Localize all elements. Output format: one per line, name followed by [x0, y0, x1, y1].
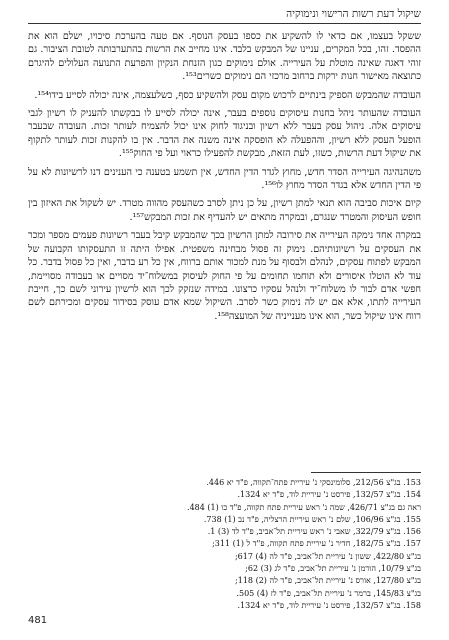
footnote: 154. בג"צ 132/57, פירסט נ' עיריית לוד, פ"ד יא 1324.	[237, 490, 421, 500]
footnote: ראה גם בג"צ 426/71, שמה נ' ראש עיריית פתח תקווה, פ"ד כו (1) 484.	[187, 502, 421, 512]
footnotes	[28, 477, 421, 612]
footnote: 156. בג"צ 322/79, שאבי נ' ראש עיריית תל־אביב, פ"ד לד (3) 1.	[207, 527, 421, 537]
paragraph: במקרה אחד נימקה העירייה את סירובה למתן הרשיון בכך שהמבקש קיבל בעבר רשיונות פעמים מספר ומכר את העסקים על רשיונותיהם. נימוק זה פסול מבחינה משפטית. אפילו היתה זו התעסקותו הקבועה של המבקש לפתוח עסקים, לנהלם ולבסוף על מנת למכור אותם ברווח, אין כל רע בדבר, ואין כל פסול בדבר. כל עוד לא הוטלו איסורים ולא תוחמו תחומים על פי החוק לעיסוק במשלוח־יד מסויים או בעבודה מסויימת, חפשי אדם לבור לו משלוח־יד ולנהל עסקיו כרצונו. במידה שנזקק לכך הוא לרשיון עירוני לשם כך, חייבת העירייה לתתו, אלא אם יש לה נימוק כשר לסרב. השיקול שמא אדם עוסק בסידור עסקים ומכירתם לשם רווח אינו שיקול כשר, הוא אינו מענייניה של המועצה¹⁵⁸.	[28, 230, 421, 322]
footnote: בג"צ 10/79, הורמן נ' עיריית תל־אביב, פ"ד לג (3) 62;	[245, 564, 421, 574]
paragraph: העובדה שהמבקש הספיק בינתיים לרכוש מקום עסק ולהשקיע כסף, כשלעצמה, אינה יכולה לסייע בידו¹⁵⁴.	[34, 89, 421, 101]
paragraph: העובדה שהעותר ניהל בחנות עיסוקים נוספים בעבר, אינה יכולה לסייע לו בבקשתו להעניק לו רשיון לגבי עיסוקים אלה. ניהול עסק בעבר ללא רשיון ובניגוד לחוק אינו יכול להצמיח לעותר זכות. העובדה שבעבר הופעל העסק ללא רשיון, וההפעלה לא הופסקה אינה משנה את הדבר. אין בו להקנות זכות לעותר לתקוף את שיקול דעת הרשות, כשזו, לעת הזאת, מבקשת להפעילו כראוי ועל פי החוק¹⁵⁵.	[28, 108, 421, 160]
running-header: שיקול דעת רשות הרישוי ונימוקיה	[286, 8, 421, 20]
footnote: 155. בג"צ 106/96, שלם נ' ראש עיריית הרצליה, פ"ד נב (1) 738.	[203, 514, 421, 524]
paragraph: ששקל בעצמו, אם כדאי לו להשקיע את כספו בעסק הנוסף. אם טעה בהערכת סיכויו, ישלם הוא את ההפסד. זהו, בכל המקרים, עניינו של המבקש בלבד. אינו מחייב את הרשות בהתערבותה לטובת הציבור. גם זוהי דאגה שאינה מוטלת על העירייה. אולם נימוקים כגון הזנחת הנקיון והפרעת התנועה העלולים להיגרם כתוצאה מאישור חנות ירקות ברחוב מרכזי הם נימוקים כשרים¹⁵³.	[28, 31, 421, 83]
body-text	[28, 30, 421, 328]
footnote: 157. בג"צ 182/75, חדיר נ' עיריית פתח תקווה, פ"ד ל (1) 311;	[212, 539, 421, 549]
footnote: 153. בג"צ 212/56, סלומינסקי נ' עיריית פתח־תקווה, פ"ד יא 446.	[206, 478, 421, 487]
paragraph: משהנהיגה העירייה הסדר חדש, מחוץ לגדר הדין החדש, אין תשמע בטענה כי הענינים דנו לרשיונות לא על פי הדין החדש אלא בגדר הסדר מחוץ לו¹⁵⁶.	[28, 166, 421, 192]
footnote: 158. בג"צ 132/57, פירסט נ' עיריית לוד, פ"ד יא 1324.	[237, 600, 421, 610]
footnote: בג"צ 422/80, ששון נ' עיריית תל־אביב, פ"ד לה (4) 617;	[234, 551, 421, 561]
page-number: 481	[28, 615, 48, 626]
footnote-separator	[311, 472, 421, 473]
footnote: בג"צ 145/83, ברמר נ' עיריית תל־אביב, פ"ד לז (4) 505.	[236, 588, 421, 598]
footnote: בג"צ 127/80, אורס נ' עיריית תל־אביב, פ"ד לה (2) 118;	[235, 576, 421, 586]
header-rule	[28, 23, 421, 24]
paragraph: קיום איכות סביבה הוא תנאי למתן רשיון, על כן ניתן לסרב כשהעסק מהווה מטרד. יש לשקול את האיזון בין חופש העיסוק והמטרד שנגרם, ובמקרה מתאים יש להעדיף את זכות המבקש¹⁵⁷.	[28, 198, 421, 223]
